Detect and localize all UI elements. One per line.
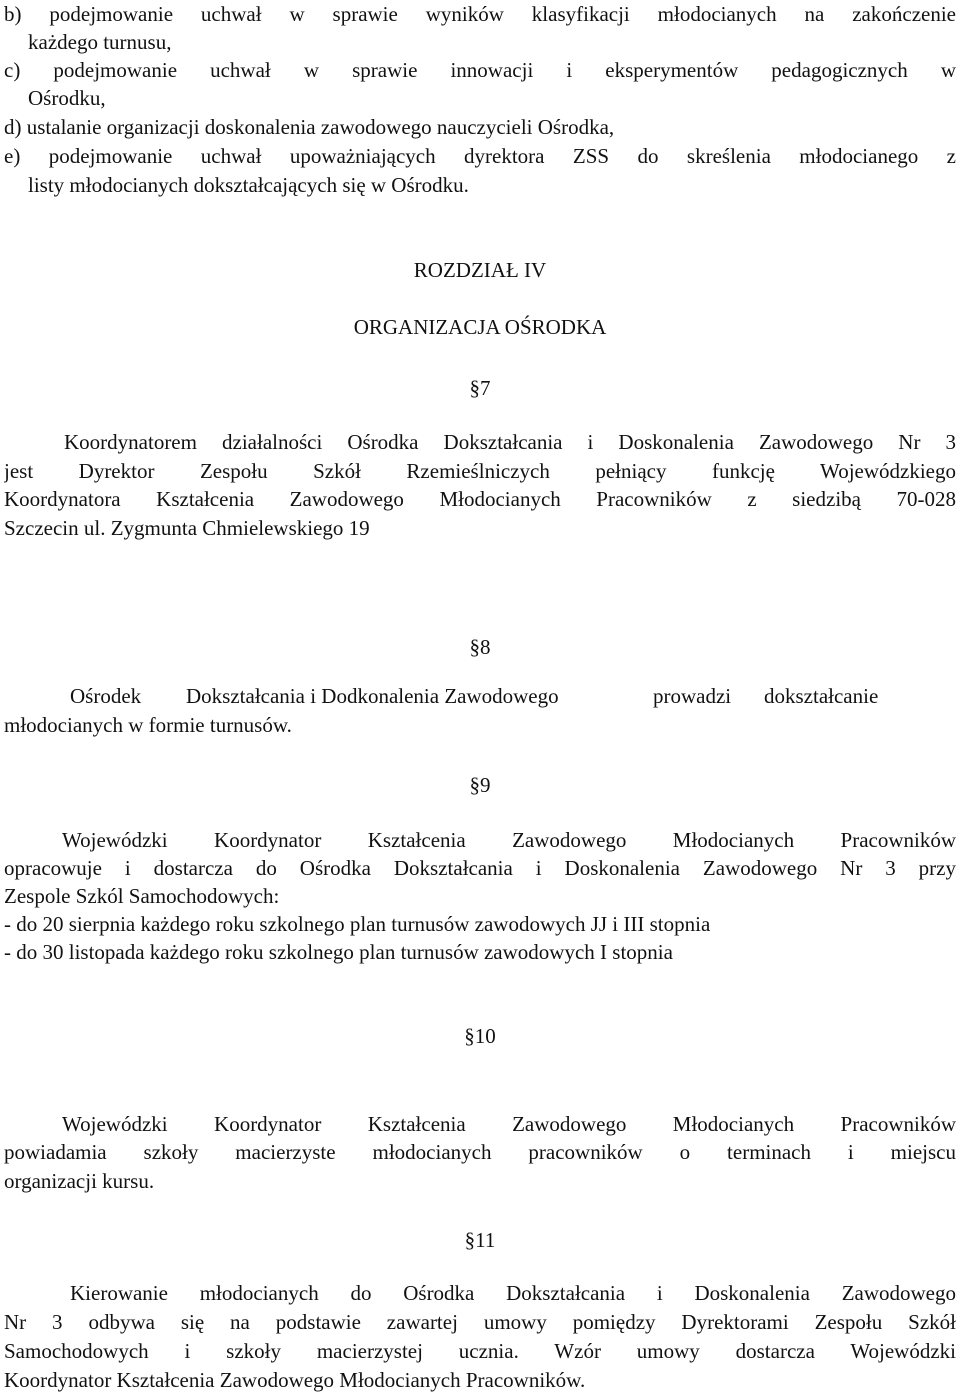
section-11-line3: Samochodowych i szkoły macierzystej ucznia. Wzór umowy dostarcza Wojewódzki — [4, 1339, 956, 1363]
section-7-line4: Szczecin ul. Zygmunta Chmielewskiego 19 — [4, 516, 370, 540]
section-10-line1: Wojewódzki Koordynator Kształcenia Zawodowego Młodocianych Pracowników — [62, 1112, 956, 1136]
section-11-line1: Kierowanie młodocianych do Ośrodka Dokształcania i Doskonalenia Zawodowego — [70, 1281, 956, 1305]
section-8-word4: dokształcanie — [764, 684, 879, 708]
section-7-line2: jest Dyrektor Zespołu Szkół Rzemieślniczych pełniący funkcję Wojewódzkiego — [4, 459, 956, 483]
section-9-line1: Wojewódzki Koordynator Kształcenia Zawodowego Młodocianych Pracowników — [62, 828, 956, 852]
section-9-line3: Zespole Szkól Samochodowych: — [4, 884, 280, 908]
section-8-word2: Dokształcania i Dodkonalenia Zawodowego — [186, 684, 559, 708]
section-8-word1: Ośrodek — [70, 684, 142, 708]
list-item-b-line1: b) podejmowanie uchwał w sprawie wyników klasyfikacji młodocianych na zakończenie — [4, 2, 956, 26]
section-11-line4: Koordynator Kształcenia Zawodowego Młodocianych Pracowników. — [4, 1368, 586, 1392]
section-8-line2: młodocianych w formie turnusów. — [4, 713, 292, 737]
section-11-heading: §11 — [464, 1228, 496, 1252]
section-9-line4: - do 20 sierpnia każdego roku szkolnego plan turnusów zawodowych JJ i III stopnia — [4, 912, 711, 936]
section-9-heading: §9 — [469, 773, 491, 797]
list-item-c-line1: c) podejmowanie uchwał w sprawie innowacji i eksperymentów pedagogicznych w — [4, 58, 956, 82]
section-9-line5: - do 30 listopada każdego roku szkolnego plan turnusów zawodowych I stopnia — [4, 940, 673, 964]
section-11-line2: Nr 3 odbywa się na podstawie zawartej umowy pomiędzy Dyrektorami Zespołu Szkół — [4, 1310, 956, 1334]
section-8-word3: prowadzi — [653, 684, 732, 708]
chapter-title: ORGANIZACJA OŚRODKA — [353, 315, 607, 339]
section-7-line3: Koordynatora Kształcenia Zawodowego Młodocianych Pracowników z siedzibą 70-028 — [4, 487, 956, 511]
section-10-line3: organizacji kursu. — [4, 1169, 155, 1193]
section-7-heading: §7 — [469, 376, 491, 400]
section-8-heading: §8 — [469, 635, 491, 659]
list-item-e-line2: listy młodocianych dokształcających się w Ośrodku. — [28, 173, 469, 197]
list-item-c-line2: Ośrodku, — [28, 86, 106, 110]
list-item-e-line1: e) podejmowanie uchwał upoważniających dyrektora ZSS do skreślenia młodocianego z — [4, 144, 956, 168]
chapter-number: ROZDZIAŁ IV — [413, 258, 547, 282]
section-10-line2: powiadamia szkoły macierzyste młodocianych pracowników o terminach i miejscu — [4, 1140, 956, 1164]
section-7-line1: Koordynatorem działalności Ośrodka Dokształcania i Doskonalenia Zawodowego Nr 3 — [64, 430, 956, 454]
section-10-heading: §10 — [464, 1024, 496, 1048]
list-item-d-line1: d) ustalanie organizacji doskonalenia zawodowego nauczycieli Ośrodka, — [4, 115, 615, 139]
list-item-b-line2: każdego turnusu, — [28, 30, 172, 54]
section-9-line2: opracowuje i dostarcza do Ośrodka Dokształcania i Doskonalenia Zawodowego Nr 3 przy — [4, 856, 956, 880]
